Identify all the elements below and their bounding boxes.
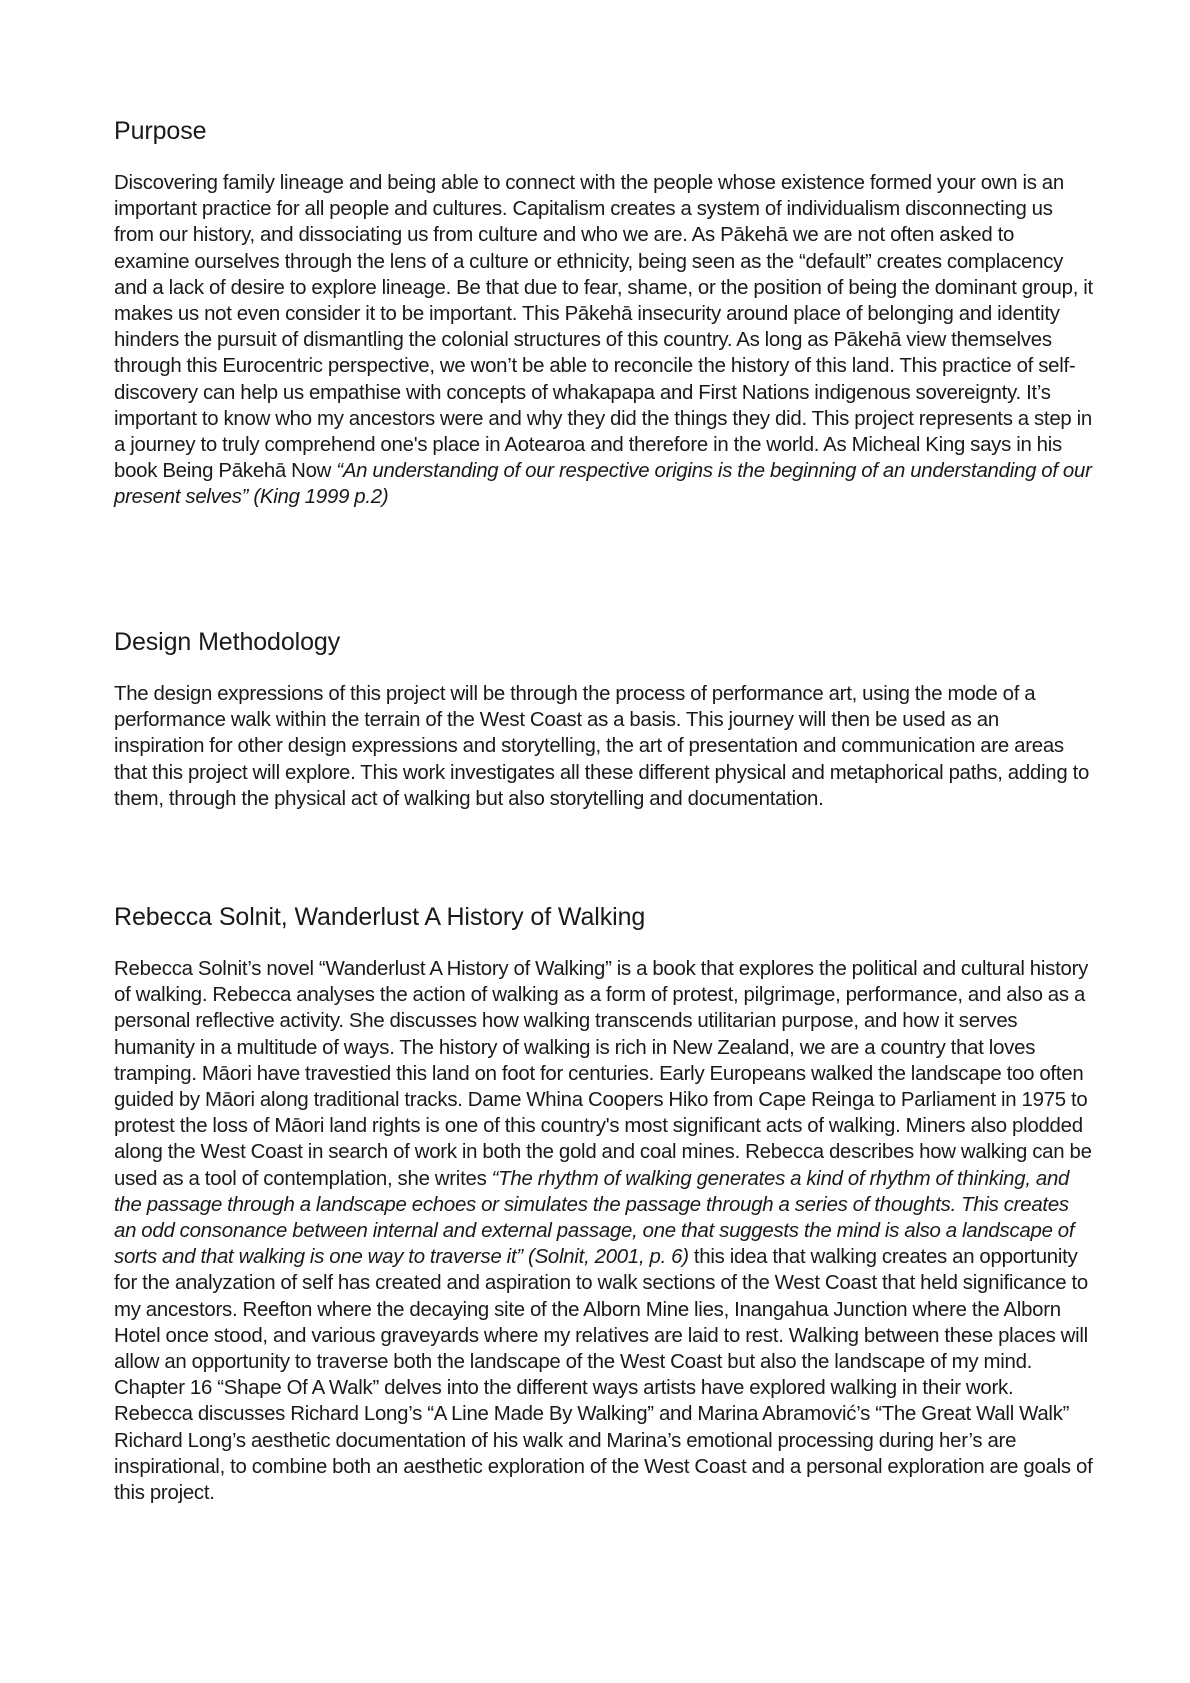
purpose-paragraph [114,170,1094,511]
solnit-paragraph [114,956,1094,1506]
design-methodology-heading: Design Methodology [114,628,341,656]
design-methodology-paragraph: The design expressions of this project will be through the process of performance art, using the mode of a performance walk within the terrain of the West Coast as a basis. This journey will then be used as an inspiration for other design expressions and storytelling, the art of presentation and communication are areas that this project will explore. This work investigates all these different physical and metaphorical paths, adding to them, through the physical act of walking but also storytelling and documentation. [114,683,1090,810]
solnit-quote: “The rhythm of walking generates a kind of rhythm of thinking, and the passage through a landscape echoes or simulates the passage through a series of thoughts. This creates an odd consonance between internal and external passage, one that suggests the mind is also a landscape of sorts and that walking is one way to traverse it” (Solnit, 2001, p. 6) [114,1167,1075,1269]
purpose-heading: Purpose [114,117,207,145]
purpose-body-text: Discovering family lineage and being able to connect with the people whose existence formed your own is an important practice for all people and cultures. Capitalism creates a system of individualism disconnecting us from our history, and dissociating us from culture and who we are. As Pākehā we are not often asked to examine ourselves through the lens of a culture or ethnicity, being seen as the “default” creates complacency and a lack of desire to explore lineage. Be that due to fear, shame, or the position of being the dominant group, it makes us not even consider it to be important. This Pākehā insecurity around place of belonging and identity hinders the pursuit of dismantling the colonial structures of this country. As long as Pākehā view themselves through this Eurocentric perspective, we won’t be able to reconcile the history of this land. This practice of self-discovery can help us empathise with concepts of whakapapa and First Nations indigenous sovereignty. It’s important to know who my ancestors were and why they did the things they did. This project represents a step in a journey to truly comprehend one's place in Aotearoa and therefore in the world. As Micheal King says in his book Being Pākehā Now [114,172,1093,483]
solnit-section [114,902,1094,1506]
solnit-body-text-after: this idea that walking creates an opportunity for the analyzation of self has created and aspiration to walk sections of the West Coast that held significance to my ancestors. Reefton where the decaying site of the Alborn Mine lies, Inangahua Junction where the Alborn Hotel once stood, and various graveyards where my relatives are laid to rest. Walking between these places will allow an opportunity to traverse both the landscape of the West Coast but also the landscape of my mind. Chapter 16 “Shape Of A Walk” delves into the different ways artists have explored walking in their work. Rebecca discusses Richard Long’s “A Line Made By Walking” and Marina Abramović’s “The Great Wall Walk” Richard Long’s aesthetic documentation of his walk and Marina’s emotional processing during her’s are inspirational, to combine both an aesthetic exploration of the West Coast and a personal exploration are goals of this project. [114,1246,1093,1505]
purpose-section [114,116,1094,511]
design-methodology-section [114,627,1094,812]
purpose-quote: “An understanding of our respective origins is the beginning of an understanding of our present selves” (King 1999 p.2) [114,460,1092,509]
solnit-heading: Rebecca Solnit, Wanderlust A History of Walking [114,903,646,931]
solnit-body-text-before: Rebecca Solnit’s novel “Wanderlust A History of Walking” is a book that explores the political and cultural history of walking. Rebecca analyses the action of walking as a form of protest, pilgrimage, performance, and also as a personal reflective activity. She discusses how walking transcends utilitarian purpose, and how it serves humanity in a multitude of ways. The history of walking is rich in New Zealand, we are a country that loves tramping. Māori have travestied this land on foot for centuries. Early Europeans walked the landscape too often guided by Māori along traditional tracks. Dame Whina Coopers Hiko from Cape Reinga to Parliament in 1975 to protest the loss of Māori land rights is one of this country's most significant acts of walking. Miners also plodded along the West Coast in search of work in both the gold and coal mines. Rebecca describes how walking can be used as a tool of contemplation, she writes [114,958,1092,1190]
